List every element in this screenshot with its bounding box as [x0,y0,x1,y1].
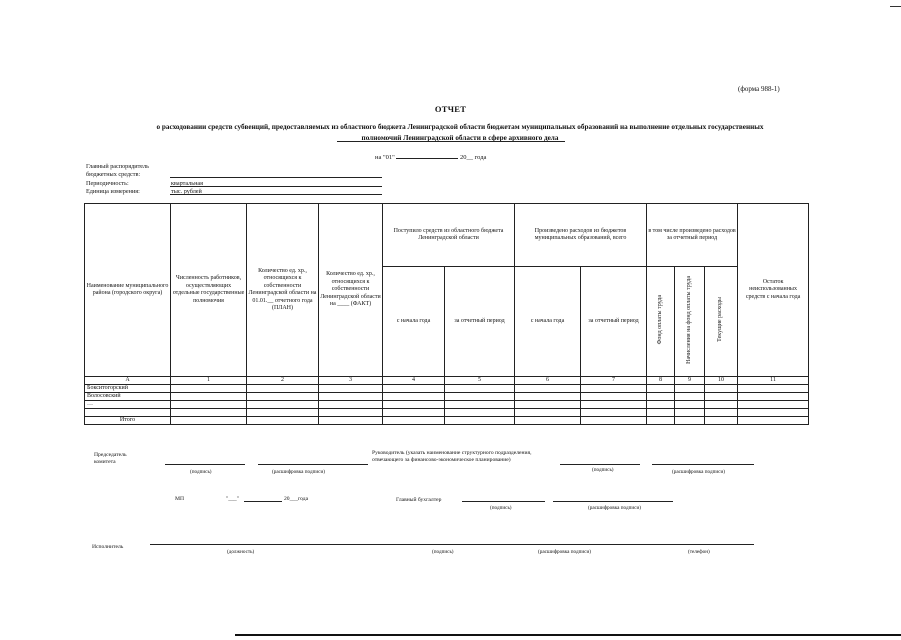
table-cell[interactable] [581,409,647,417]
chairman-label-1: Председатель [94,452,127,458]
total-row [85,417,809,425]
payroll-accruals-header-text: Начисления на фонд оплаты труда [685,275,692,364]
subtitle-underline [337,141,565,142]
spent-for-period-header: за отчетный период [581,267,647,377]
unit-label: Единица измерения: [86,188,140,195]
table-cell[interactable] [675,417,705,425]
index-cell: 4 [383,377,445,385]
table-cell[interactable] [445,385,515,393]
table-cell[interactable] [171,409,247,417]
chairman-decode-line[interactable] [258,464,368,465]
table-cell[interactable] [383,417,445,425]
table-cell[interactable] [675,401,705,409]
table-cell[interactable] [445,417,515,425]
index-cell: 5 [445,377,515,385]
payroll-accruals-header [675,267,705,377]
accountant-decode-line[interactable] [553,501,673,502]
subtitle-line-1: о расходовании средств субвенций, предоставляемых из областного бюджета Ленинградской области бюджетам муниципальных образований на выполнение отдельных государственных [156,123,764,131]
table-cell[interactable] [515,385,581,393]
chairman-label-2: комитета [94,459,116,465]
report-table [84,203,809,425]
table-cell[interactable] [515,393,581,401]
stamp-date-year: 20___года [284,496,309,502]
period-label: Периодичность: [86,180,129,187]
table-cell[interactable] [647,409,675,417]
table-cell[interactable] [675,393,705,401]
table-row [85,393,809,401]
date-month-blank[interactable] [396,151,458,159]
table-cell[interactable] [738,401,809,409]
date-year: 20__ года [460,154,487,161]
table-cell[interactable] [171,385,247,393]
stamp-date-month-line[interactable] [244,501,282,502]
table-cell[interactable] [705,409,738,417]
index-cell: 8 [647,377,675,385]
table-cell[interactable] [319,393,383,401]
report-date-line [375,151,486,161]
head-decode-line[interactable] [652,464,754,465]
received-since-start-header: с начала года [383,267,445,377]
executor-line[interactable] [150,544,754,545]
table-cell[interactable] [247,409,319,417]
index-cell: 7 [581,377,647,385]
accountant-decode-caption: (расшифровка подписи) [588,505,641,511]
date-prefix: на "01" [375,154,395,161]
index-cell: 3 [319,377,383,385]
period-value: квартальная [171,180,203,187]
form-code: (форма 988-1) [738,85,780,93]
table-cell[interactable] [705,393,738,401]
table-cell[interactable] [171,393,247,401]
table-cell[interactable] [319,417,383,425]
table-row [85,385,809,393]
index-cell: 9 [675,377,705,385]
table-cell[interactable] [581,393,647,401]
table-cell[interactable] [705,401,738,409]
row-name: … [85,401,171,409]
table-cell[interactable] [383,401,445,409]
chairman-signature-caption: (подпись) [190,469,212,475]
stamp-date-day: "___" [226,496,239,502]
index-cell: 6 [515,377,581,385]
head-signature-line[interactable] [560,464,640,465]
table-cell[interactable] [738,385,809,393]
head-label-1: Руководитель (указать наименование структурного подразделения, [372,450,532,456]
scan-corner-mark [890,6,901,7]
table-cell[interactable] [738,417,809,425]
index-cell: 10 [705,377,738,385]
index-cell: 11 [738,377,809,385]
table-cell[interactable] [171,401,247,409]
table-cell[interactable] [319,385,383,393]
subtitle-line-2: полномочий Ленинградской области в сфере архивного дела [361,134,559,142]
col-1-header: Численность работников, осуществляющих отдельные государственные полномочия [171,204,247,377]
table-row [85,401,809,409]
executor-decode-caption: (расшифровка подписи) [538,549,591,555]
table-cell[interactable] [319,409,383,417]
stamp-mp-label: МП [175,496,185,502]
accountant-signature-caption: (подпись) [490,505,512,511]
chairman-decode-caption: (расшифровка подписи) [272,469,325,475]
table-cell[interactable] [247,401,319,409]
table-cell[interactable] [647,417,675,425]
table-cell[interactable] [675,409,705,417]
chief-label-2: бюджетных средств: [86,171,141,178]
table-cell[interactable] [738,409,809,417]
head-signature-caption: (подпись) [592,467,614,473]
accountant-signature-line[interactable] [462,501,545,502]
table-cell[interactable] [515,409,581,417]
received-for-period-header: за отчетный период [445,267,515,377]
page-title: ОТЧЕТ [434,104,467,114]
index-row [85,377,809,385]
table-cell[interactable] [647,401,675,409]
period-field-line[interactable] [170,186,382,187]
table-cell[interactable] [247,393,319,401]
chairman-signature-line[interactable] [165,464,245,465]
table-cell[interactable] [515,417,581,425]
group-spent-header: Произведено расходов из бюджетов муниципальных образований, всего [515,204,647,267]
unit-value: тыс. рублей [171,188,202,195]
table-cell[interactable] [705,417,738,425]
payroll-header-text: Фонд оплаты труда [656,295,663,345]
chief-field-line[interactable] [170,177,382,178]
table-cell[interactable] [705,385,738,393]
table-cell[interactable] [738,393,809,401]
row-name [85,409,171,417]
table-cell[interactable] [647,385,675,393]
remainder-header: Остаток неиспользованных средств с начала года [738,204,809,377]
table-cell[interactable] [247,385,319,393]
table-cell[interactable] [319,401,383,409]
table-cell[interactable] [647,393,675,401]
col-a-header: Наименование муниципального района (городского округа) [85,204,171,377]
col-3-header: Количество ед. хр., относящихся к собственности Ленинградской области на ____ (ФАКТ) [319,204,383,377]
current-expenses-header-text: Текущие расходы [717,297,724,343]
table-cell[interactable] [383,409,445,417]
chief-accountant-label: Главный бухгалтер [396,497,442,503]
head-decode-caption: (расшифровка подписи) [672,469,725,475]
group-incl-header: в том числе произведено расходов за отчетный период [647,204,738,267]
table-cell[interactable] [383,393,445,401]
chief-label-1: Главный распорядитель [86,163,149,170]
row-name: Волосовский [85,393,171,401]
table-cell[interactable] [581,401,647,409]
col-2-header: Количество ед. хр., относящихся к собственности Ленинградской области на 01.01.__ отчетного года (ПЛАН) [247,204,319,377]
unit-field-line[interactable] [170,194,382,195]
executor-label: Исполнитель [92,544,124,550]
executor-position-caption: (должность) [227,549,255,555]
table-cell[interactable] [445,409,515,417]
group-received-header: Поступило средств из областного бюджета Ленинградской области [383,204,515,267]
index-cell: 1 [171,377,247,385]
current-expenses-header [705,267,738,377]
index-cell: 2 [247,377,319,385]
executor-signature-caption: (подпись) [432,549,454,555]
executor-phone-caption: (телефон) [688,549,710,555]
total-label: Итого [85,417,171,425]
table-cell[interactable] [515,401,581,409]
table-cell[interactable] [247,417,319,425]
index-cell: А [85,377,171,385]
payroll-header [647,267,675,377]
table-cell[interactable] [171,417,247,425]
table-row [85,409,809,417]
head-label-2: отвечающего за финансово-экономическое планирование) [372,457,511,463]
row-name: Бокситогорский [85,385,171,393]
table-cell[interactable] [445,393,515,401]
spent-since-start-header: с начала года [515,267,581,377]
table-cell[interactable] [675,385,705,393]
table-cell[interactable] [581,417,647,425]
table-cell[interactable] [383,385,445,393]
table-cell[interactable] [581,385,647,393]
scan-bottom-edge [235,634,901,636]
table-cell[interactable] [445,401,515,409]
